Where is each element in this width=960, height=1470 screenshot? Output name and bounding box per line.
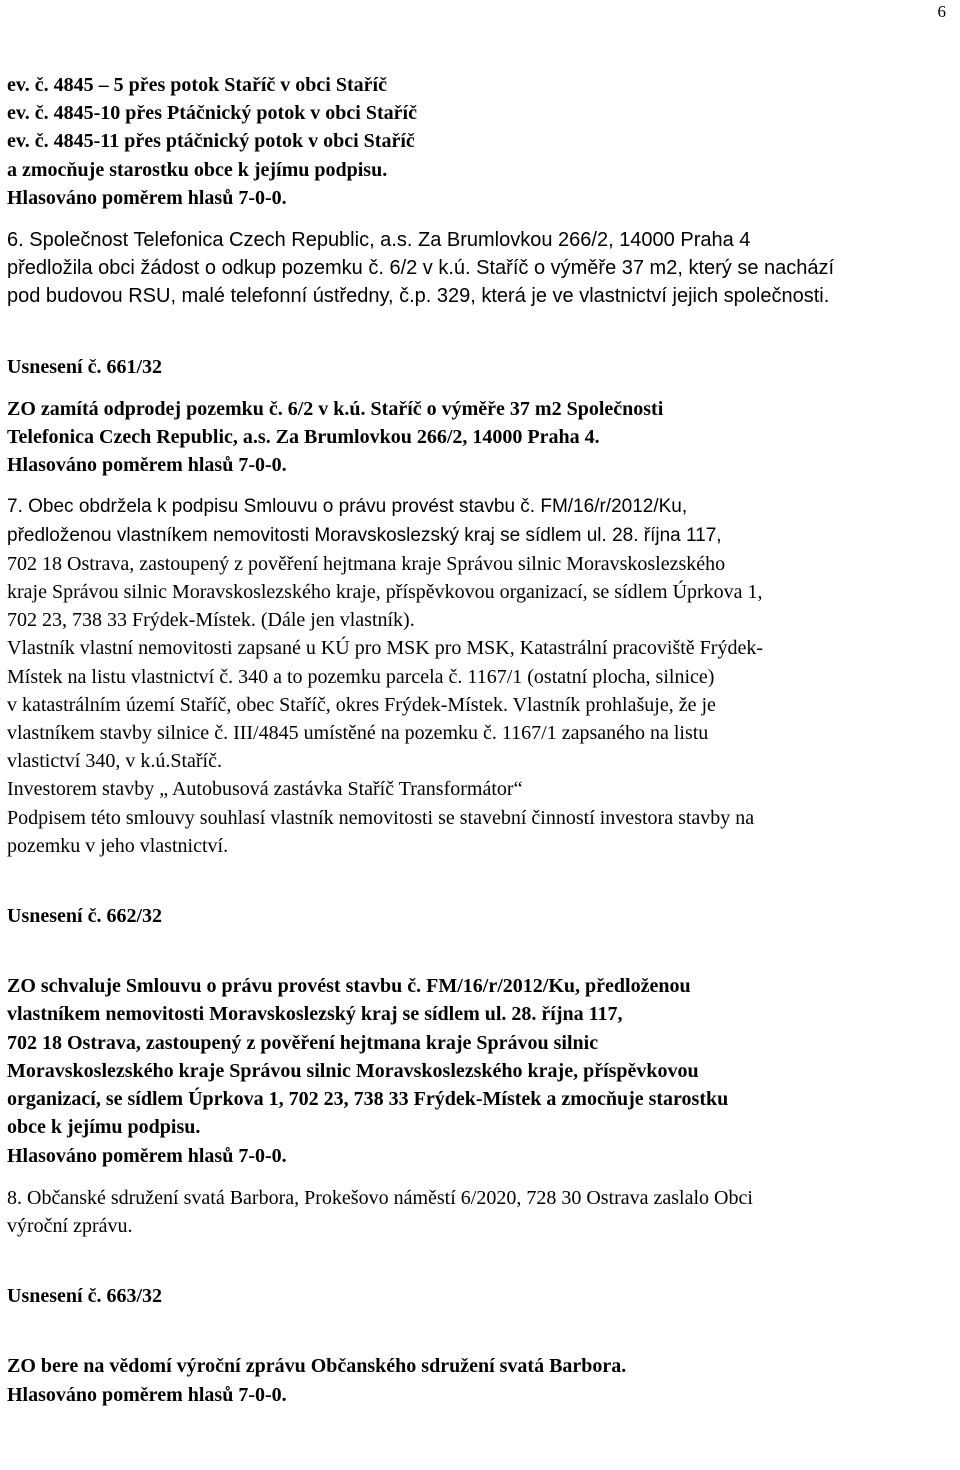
vote-line: Hlasováno poměrem hlasů 7-0-0.	[7, 1383, 287, 1406]
section-bridges	[7, 71, 955, 212]
resolution-title: Usnesení č. 661/32	[7, 355, 162, 378]
resolution-text: obce k jejímu podpisu.	[7, 1116, 201, 1139]
text-line: pozemku v jeho vlastnictví.	[7, 834, 229, 857]
item-6	[7, 226, 955, 479]
resolution-text: vlastníkem nemovitosti Moravskoslezský kraj se sídlem ul. 28. října 117,	[7, 1003, 623, 1026]
resolution-text: ZO bere na vědomí výroční zprávu Občanského sdružení svatá Barbora.	[7, 1355, 627, 1378]
vote-line: Hlasováno poměrem hlasů 7-0-0.	[7, 186, 287, 209]
item-8	[7, 1184, 955, 1409]
resolution-text: Moravskoslezského kraje Správou silnic Moravskoslezského kraje, příspěvkovou	[7, 1059, 699, 1082]
text-line: Vlastník vlastní nemovitosti zapsané u KÚ pro MSK pro MSK, Katastrální pracoviště Frýdek-	[7, 637, 763, 660]
text-line: a zmocňuje starostku obce k jejímu podpisu.	[7, 158, 388, 181]
item-7	[7, 493, 955, 1169]
text-line: v katastrálním území Staříč, obec Staříč, okres Frýdek-Místek. Vlastník prohlašuje, že je	[7, 693, 716, 716]
text-line: vlastníkem stavby silnice č. III/4845 umístěné na pozemku č. 1167/1 zapsaného na listu	[7, 722, 709, 745]
resolution-text: ZO zamítá odprodej pozemku č. 6/2 v k.ú. Staříč o výměře 37 m2 Společnosti	[7, 397, 664, 420]
resolution-text: Telefonica Czech Republic, a.s. Za Brumlovkou 266/2, 14000 Praha 4.	[7, 426, 600, 449]
page-number: 6	[937, 2, 946, 21]
text-line: vlastictví 340, v k.ú.Staříč.	[7, 750, 222, 773]
text-line: ev. č. 4845 – 5 přes potok Staříč v obci Staříč	[7, 74, 387, 96]
text-line: 702 23, 738 33 Frýdek-Místek. (Dále jen vlastník).	[7, 609, 415, 632]
text-line: předloženou vlastníkem nemovitosti Moravskoslezský kraj se sídlem ul. 28. října 117,	[7, 524, 722, 546]
text-line: Podpisem této smlouvy souhlasí vlastník nemovitosti se stavební činností investora stavby na	[7, 806, 755, 829]
resolution-title: Usnesení č. 663/32	[7, 1285, 162, 1308]
text-line: Místek na listu vlastnictví č. 340 a to pozemku parcela č. 1167/1 (ostatní plocha, silnice)	[7, 665, 715, 688]
document-body	[7, 71, 955, 1409]
text-line: pod budovou RSU, malé telefonní ústředny, č.p. 329, která je ve vlastnictví jejich společnosti.	[7, 285, 830, 308]
text-line: kraje Správou silnic Moravskoslezského kraje, příspěvkovou organizací, se sídlem Úprkova 1,	[7, 581, 763, 604]
vote-line: Hlasováno poměrem hlasů 7-0-0.	[7, 454, 287, 477]
text-line: 6. Společnost Telefonica Czech Republic, a.s. Za Brumlovkou 266/2, 14000 Praha 4	[7, 229, 751, 252]
resolution-text: organizací, se sídlem Úprkova 1, 702 23, 738 33 Frýdek-Místek a zmocňuje starostku	[7, 1088, 729, 1111]
text-line: předložila obci žádost o odkup pozemku č. 6/2 v k.ú. Staříč o výměře 37 m2, který se nachází	[7, 257, 835, 280]
text-line: 702 18 Ostrava, zastoupený z pověření hejtmana kraje Správou silnic Moravskoslezského	[7, 552, 726, 575]
vote-line: Hlasováno poměrem hlasů 7-0-0.	[7, 1144, 287, 1167]
text-line: Investorem stavby „ Autobusová zastávka Staříč Transformátor“	[7, 778, 523, 801]
text-line: 7. Obec obdržela k podpisu Smlouvu o právu provést stavbu č. FM/16/r/2012/Ku,	[7, 496, 688, 518]
resolution-title: Usnesení č. 662/32	[7, 905, 162, 928]
resolution-text: 702 18 Ostrava, zastoupený z pověření hejtmana kraje Správou silnic	[7, 1031, 599, 1054]
text-line: 8. Občanské sdružení svatá Barbora, Prokešovo náměstí 6/2020, 728 30 Ostrava zaslalo Obci	[7, 1186, 753, 1209]
text-line: ev. č. 4845-10 přes Ptáčnický potok v obci Staříč	[7, 102, 417, 125]
resolution-text: ZO schvaluje Smlouvu o právu provést stavbu č. FM/16/r/2012/Ku, předloženou	[7, 975, 691, 998]
text-line: výroční zprávu.	[7, 1214, 133, 1237]
text-line: ev. č. 4845-11 přes ptáčnický potok v obci Staříč	[7, 130, 415, 153]
